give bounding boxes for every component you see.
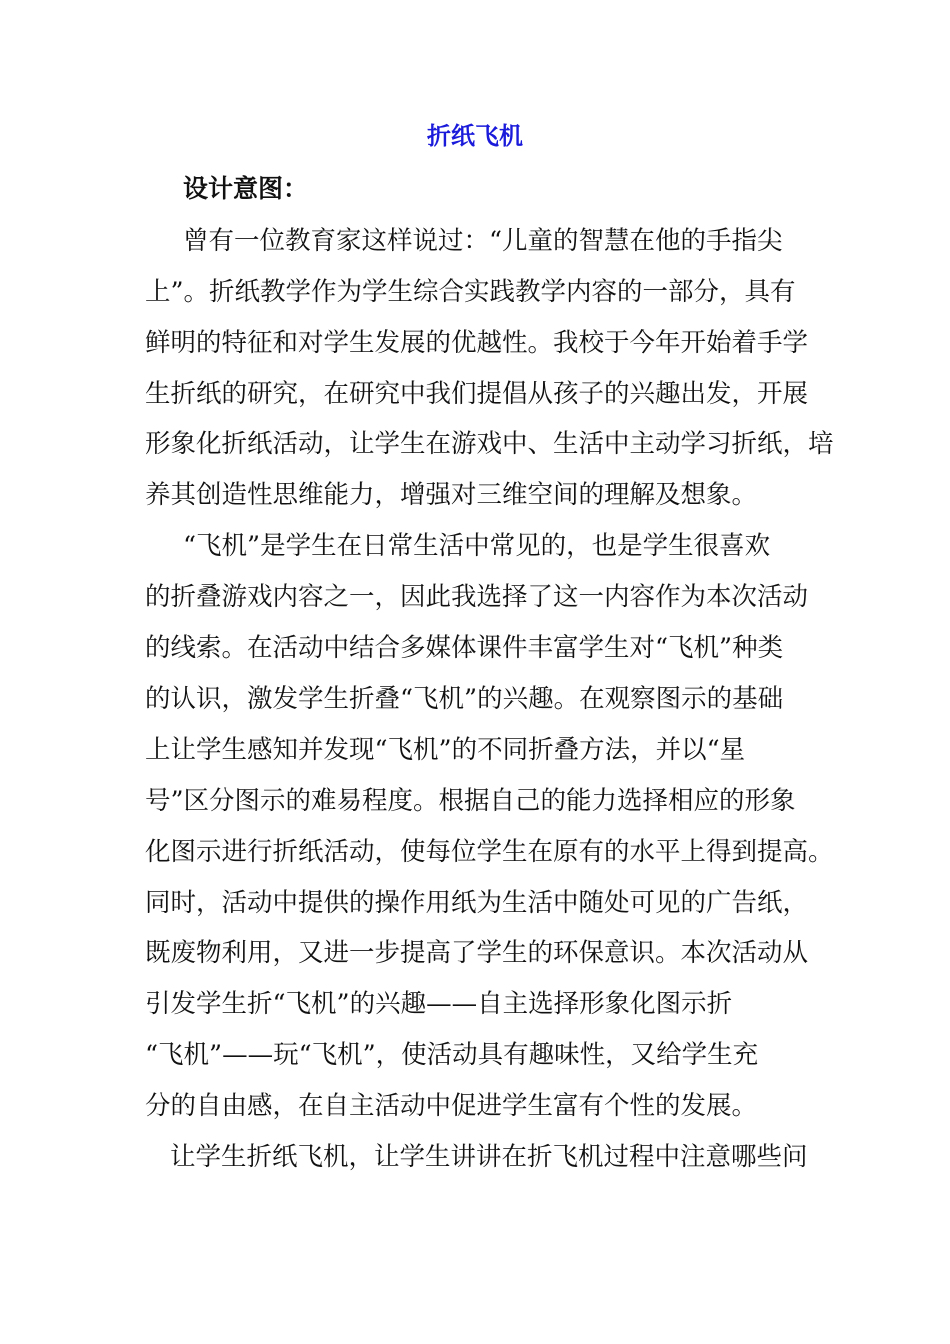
body-line-19: 让学生折纸飞机，让学生讲讲在折飞机过程中注意哪些问 xyxy=(170,1142,808,1172)
body-line-11: 上让学生感知并发现“飞机”的不同折叠方法，并以“星 xyxy=(145,735,746,765)
section-heading: 设计意图： xyxy=(183,174,309,203)
body-line-7: “飞机”是学生在日常生活中常见的，也是学生很喜欢 xyxy=(183,531,771,561)
body-line-4: 生折纸的研究，在研究中我们提倡从孩子的兴趣出发，开展 xyxy=(145,379,809,409)
body-line-3: 鲜明的特征和对学生发展的优越性。我校于今年开始着手学 xyxy=(145,328,809,358)
body-line-8: 的折叠游戏内容之一，因此我选择了这一内容作为本次活动 xyxy=(145,582,809,612)
body-line-12: 号”区分图示的难易程度。根据自己的能力选择相应的形象 xyxy=(145,786,796,816)
body-line-16: 引发学生折“飞机”的兴趣——自主选择形象化图示折 xyxy=(145,989,733,1019)
body-line-15: 既废物利用，又进一步提高了学生的环保意识。本次活动从 xyxy=(145,938,809,968)
body-line-13: 化图示进行折纸活动，使每位学生在原有的水平上得到提高。 xyxy=(145,837,834,867)
body-line-18: 分的自由感，在自主活动中促进学生富有个性的发展。 xyxy=(145,1091,758,1121)
body-line-9: 的线索。在活动中结合多媒体课件丰富学生对“飞机”种类 xyxy=(145,633,784,663)
body-line-6: 养其创造性思维能力，增强对三维空间的理解及想象。 xyxy=(145,480,758,510)
body-line-5: 形象化折纸活动，让学生在游戏中、生活中主动学习折纸，培 xyxy=(145,429,834,459)
body-line-14: 同时，活动中提供的操作用纸为生活中随处可见的广告纸， xyxy=(145,888,809,918)
body-line-17: “飞机”——玩“飞机”，使活动具有趣味性，又给学生充 xyxy=(145,1040,759,1070)
body-line-1: 曾有一位教育家这样说过：“儿童的智慧在他的手指尖 xyxy=(183,226,783,256)
body-line-10: 的认识，激发学生折叠“飞机”的兴趣。在观察图示的基础 xyxy=(145,684,784,714)
body-line-2: 上”。折纸教学作为学生综合实践教学内容的一部分，具有 xyxy=(145,277,796,307)
document-title: 折纸飞机 xyxy=(427,121,523,150)
